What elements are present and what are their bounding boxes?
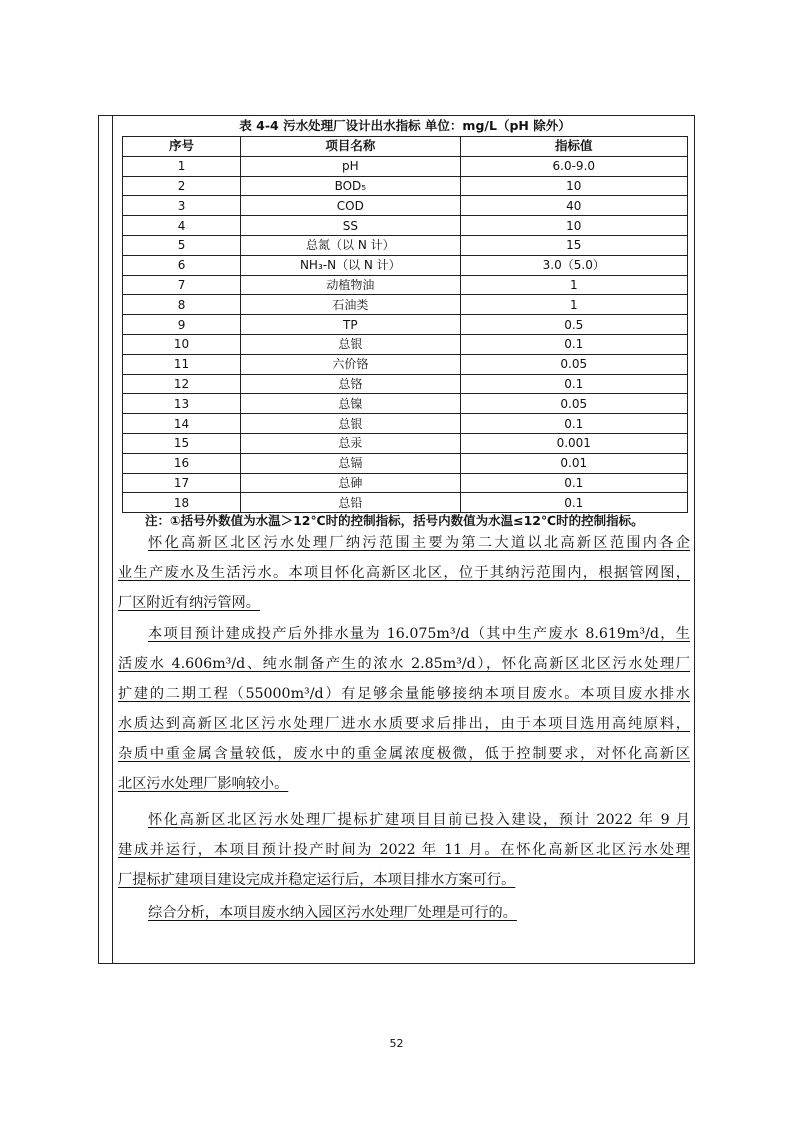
cell-item: 总镍 bbox=[241, 394, 460, 414]
table-row bbox=[123, 235, 688, 255]
page-number: 52 bbox=[389, 1037, 404, 1050]
cell-index: 17 bbox=[123, 473, 241, 493]
cell-index: 4 bbox=[123, 216, 241, 236]
table-row bbox=[123, 354, 688, 374]
cell-item: 动植物油 bbox=[241, 275, 460, 295]
table-row bbox=[123, 433, 688, 453]
table-row bbox=[123, 374, 688, 394]
paragraph-line: 扩建的二期工程（55000m³/d）有足够余量能够接纳本项目废水。本项目废水排水 bbox=[118, 686, 690, 702]
paragraph-1 bbox=[118, 528, 690, 618]
paragraph-line: 水质达到高新区北区污水处理厂进水水质要求后排出，由于本项目选用高纯原料， bbox=[118, 716, 690, 732]
cell-item: 总银 bbox=[241, 414, 460, 434]
table-header-row bbox=[123, 137, 688, 157]
cell-value: 10 bbox=[460, 176, 687, 196]
cell-value: 1 bbox=[460, 295, 687, 315]
cell-index: 9 bbox=[123, 315, 241, 335]
table-row bbox=[123, 216, 688, 236]
table-row bbox=[123, 493, 688, 513]
paragraph-line: 建成并运行，本项目预计投产时间为 2022 年 11 月。在怀化高新区北区污水处理 bbox=[118, 842, 690, 858]
table-row bbox=[123, 473, 688, 493]
cell-item: SS bbox=[241, 216, 460, 236]
table-row bbox=[123, 196, 688, 216]
cell-value: 0.001 bbox=[460, 433, 687, 453]
cell-value: 0.5 bbox=[460, 315, 687, 335]
paragraph-2 bbox=[118, 619, 690, 799]
table-row bbox=[123, 156, 688, 176]
table-row bbox=[123, 315, 688, 335]
cell-index: 2 bbox=[123, 176, 241, 196]
paragraph-line: 杂质中重金属含量较低，废水中的重金属浓度极微，低于控制要求，对怀化高新区 bbox=[118, 746, 690, 762]
table-caption: 表 4-4 污水处理厂设计出水指标 单位：mg/L（pH 除外） bbox=[239, 118, 571, 133]
cell-item: 总铬 bbox=[241, 374, 460, 394]
cell-item: COD bbox=[241, 196, 460, 216]
cell-index: 11 bbox=[123, 354, 241, 374]
cell-item: 总镉 bbox=[241, 453, 460, 473]
table-row bbox=[123, 255, 688, 275]
cell-item: 石油类 bbox=[241, 295, 460, 315]
cell-item: 总银 bbox=[241, 334, 460, 354]
cell-value: 6.0-9.0 bbox=[460, 156, 687, 176]
cell-item: TP bbox=[241, 315, 460, 335]
paragraph-4 bbox=[118, 898, 690, 928]
cell-item: 总汞 bbox=[241, 433, 460, 453]
table-row bbox=[123, 176, 688, 196]
effluent-standard-table bbox=[122, 136, 688, 513]
cell-value: 3.0（5.0） bbox=[460, 255, 687, 275]
cell-index: 6 bbox=[123, 255, 241, 275]
paragraph-line: 厂区附近有纳污管网。 bbox=[118, 595, 260, 611]
cell-item: 总氮（以 N 计） bbox=[241, 235, 460, 255]
frame-margin-line bbox=[112, 115, 113, 964]
cell-item: BOD₅ bbox=[241, 176, 460, 196]
header-item: 项目名称 bbox=[241, 137, 460, 157]
paragraph-line: 厂提标扩建项目建设完成并稳定运行后，本项目排水方案可行。 bbox=[118, 872, 516, 888]
cell-index: 1 bbox=[123, 156, 241, 176]
cell-value: 0.1 bbox=[460, 473, 687, 493]
cell-index: 8 bbox=[123, 295, 241, 315]
cell-value: 0.1 bbox=[460, 493, 687, 513]
cell-index: 12 bbox=[123, 374, 241, 394]
cell-value: 0.1 bbox=[460, 414, 687, 434]
cell-value: 1 bbox=[460, 275, 687, 295]
cell-value: 40 bbox=[460, 196, 687, 216]
table-row bbox=[123, 414, 688, 434]
cell-value: 10 bbox=[460, 216, 687, 236]
cell-item: pH bbox=[241, 156, 460, 176]
cell-value: 15 bbox=[460, 235, 687, 255]
cell-value: 0.1 bbox=[460, 334, 687, 354]
table-row bbox=[123, 394, 688, 414]
paragraph-line: 怀化高新区北区污水处理厂提标扩建项目目前已投入建设，预计 2022 年 9 月 bbox=[148, 812, 690, 828]
paragraph-line: 怀化高新区北区污水处理厂纳污范围主要为第二大道以北高新区范围内各企 bbox=[148, 535, 690, 551]
cell-index: 5 bbox=[123, 235, 241, 255]
cell-value: 0.01 bbox=[460, 453, 687, 473]
paragraph-line: 活废水 4.606m³/d、纯水制备产生的浓水 2.85m³/d），怀化高新区北区污水处理厂 bbox=[118, 656, 690, 672]
table-row bbox=[123, 275, 688, 295]
table-row bbox=[123, 453, 688, 473]
cell-value: 0.05 bbox=[460, 394, 687, 414]
cell-index: 16 bbox=[123, 453, 241, 473]
paragraph-line: 本项目预计建成投产后外排水量为 16.075m³/d（其中生产废水 8.619m³/d，生 bbox=[148, 626, 690, 642]
table-note: 注：①括号外数值为水温＞12℃时的控制指标，括号内数值为水温≤12℃时的控制指标。 bbox=[145, 513, 644, 528]
cell-item: 六价铬 bbox=[241, 354, 460, 374]
paragraph-line: 北区污水处理厂影响较小。 bbox=[118, 776, 289, 792]
cell-index: 15 bbox=[123, 433, 241, 453]
cell-index: 18 bbox=[123, 493, 241, 513]
cell-index: 10 bbox=[123, 334, 241, 354]
cell-index: 13 bbox=[123, 394, 241, 414]
table-row bbox=[123, 334, 688, 354]
cell-index: 7 bbox=[123, 275, 241, 295]
cell-item: 总铅 bbox=[241, 493, 460, 513]
table-row bbox=[123, 295, 688, 315]
paragraph-line: 业生产废水及生活污水。本项目怀化高新区北区，位于其纳污范围内，根据管网图， bbox=[118, 565, 690, 581]
header-index: 序号 bbox=[123, 137, 241, 157]
cell-index: 3 bbox=[123, 196, 241, 216]
cell-value: 0.1 bbox=[460, 374, 687, 394]
header-value: 指标值 bbox=[460, 137, 687, 157]
cell-index: 14 bbox=[123, 414, 241, 434]
cell-item: 总砷 bbox=[241, 473, 460, 493]
cell-item: NH₃-N（以 N 计） bbox=[241, 255, 460, 275]
cell-value: 0.05 bbox=[460, 354, 687, 374]
paragraph-line: 综合分析，本项目废水纳入园区污水处理厂处理是可行的。 bbox=[148, 905, 517, 921]
paragraph-3 bbox=[118, 805, 690, 895]
